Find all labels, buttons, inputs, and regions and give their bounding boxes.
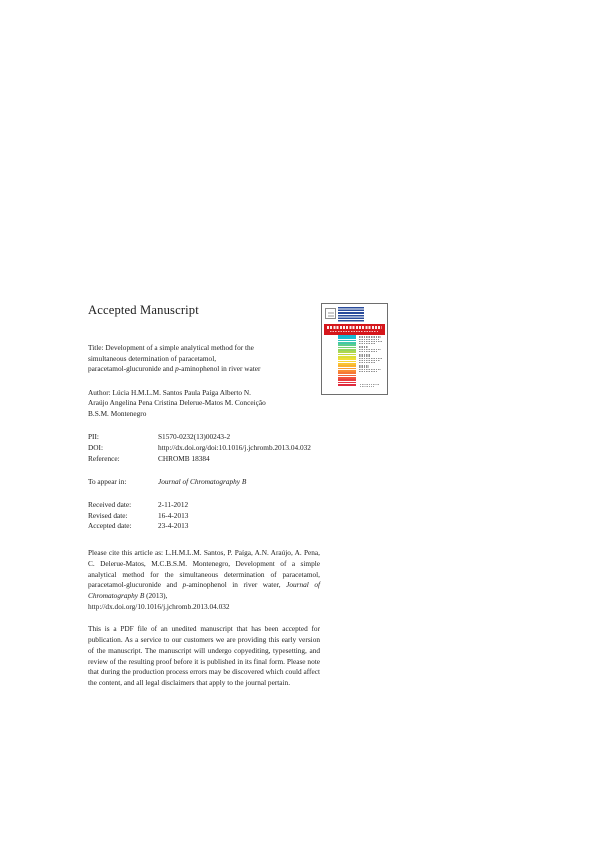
- author-block: [88, 388, 320, 420]
- table-row: [88, 477, 320, 488]
- table-row: [88, 443, 320, 454]
- journal-name: Journal of Chromatography B: [158, 477, 247, 487]
- cover-footer-text: [360, 384, 382, 389]
- cover-banner-title-text: [327, 326, 382, 329]
- citation-url[interactable]: http://dx.doi.org/10.1016/j.jchromb.2013.04.032: [88, 601, 230, 611]
- received-date-label: Received date:: [88, 499, 132, 509]
- citation-mid: -aminophenol in river water,: [186, 580, 287, 590]
- journal-cover-inner: [324, 306, 385, 392]
- pii-label: PII:: [88, 432, 99, 442]
- article-title-block: [88, 343, 320, 375]
- doi-label: DOI:: [88, 442, 103, 452]
- reference-value: CHROMB 18384: [158, 453, 210, 463]
- author-line: Araújo Angelina Pena Cristina Delerue-Matos M. Conceição: [88, 398, 266, 408]
- table-row: [88, 521, 320, 532]
- table-row: [88, 432, 320, 443]
- journal-cover-thumbnail: [321, 303, 388, 395]
- cover-masthead-bars: [338, 307, 364, 322]
- article-title-line: paracetamol-glucuronide and p-aminophenol in river water: [88, 364, 261, 374]
- pii-value: S1570-0232(13)00243-2: [158, 432, 231, 442]
- citation-compound-italic: p: [182, 580, 187, 590]
- cover-spectrum-bars: [338, 335, 356, 385]
- reference-label: Reference:: [88, 453, 120, 463]
- page-title: Accepted Manuscript: [88, 303, 199, 317]
- citation-intro: Please cite this article as: L.H.M.L.M. Santos, P. Paíga, A.N. Araújo, A. Pena, C. Delerue-Matos, M.C.B.S.M. Montenegro, Development of a simple analytical method for the simultaneous determination of paracetamol, paracetamol-glucuronide and: [88, 548, 320, 590]
- cover-masthead: [324, 306, 385, 324]
- citation-journal: Journal of Chromatography B: [88, 580, 320, 601]
- accepted-date-value: 23-4-2013: [158, 521, 189, 531]
- appear-in-table: [88, 477, 320, 488]
- table-row: [88, 500, 320, 511]
- accepted-date-label: Accepted date:: [88, 521, 132, 531]
- disclaimer-paragraph: This is a PDF file of an unedited manuscript that has been accepted for publication. As a service to our customers we are providing this early version of the manuscript. The manuscript will undergo copyediting, typesetting, and review of the resulting proof before it is published in its final form. Please note that during the production process errors may be discovered which could affect the content, and all legal disclaimers that apply to the journal pertain.: [88, 624, 320, 688]
- cover-banner-subtitle-text: [330, 331, 378, 333]
- revised-date-label: Revised date:: [88, 510, 128, 520]
- table-row: [88, 454, 320, 465]
- author-line: B.S.M. Montenegro: [88, 408, 147, 418]
- received-date-value: 2-11-2012: [158, 499, 189, 509]
- author-line: Author: Lúcia H.M.L.M. Santos Paula Paíga Alberto N.: [88, 387, 251, 397]
- dates-table: [88, 500, 320, 532]
- identifiers-table: [88, 432, 320, 464]
- cover-spectrum-bar: [338, 384, 356, 386]
- doi-value[interactable]: http://dx.doi.org/doi:10.1016/j.jchromb.2013.04.032: [158, 442, 311, 452]
- cover-title-banner: [324, 324, 385, 335]
- citation-paragraph: [88, 548, 320, 612]
- article-title-line: Title: Development of a simple analytical method for the: [88, 343, 254, 353]
- revised-date-value: 16-4-2013: [158, 510, 189, 520]
- elsevier-logo-icon: [325, 308, 336, 319]
- article-title-line: simultaneous determination of paracetamol,: [88, 353, 217, 363]
- cover-contents-text: [359, 336, 383, 382]
- table-row: [88, 511, 320, 522]
- content-column: [88, 303, 390, 701]
- cover-body: [324, 335, 385, 392]
- appear-in-label: To appear in:: [88, 477, 127, 487]
- citation-year: (2013),: [144, 591, 168, 601]
